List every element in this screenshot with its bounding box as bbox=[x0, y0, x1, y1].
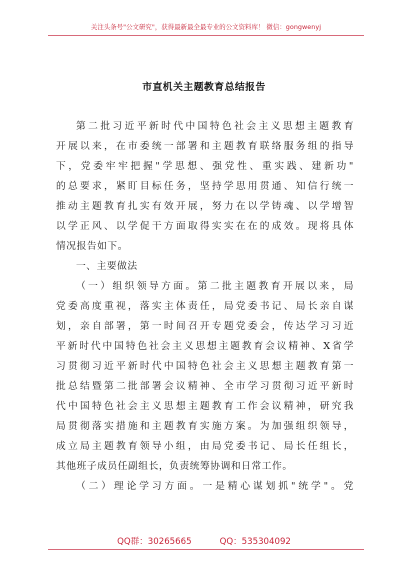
body-line: 以学正风、以学促干方面取得实实在在的成效。现将具体 bbox=[56, 221, 354, 232]
document-title: 市直机关主题教育总结报告 bbox=[142, 82, 266, 93]
body-line: 情况报告如下。 bbox=[56, 241, 129, 252]
body-line: 局贯彻落实措施和主题教育实施方案。为加强组织领导， bbox=[56, 421, 354, 432]
header-divider bbox=[48, 35, 364, 36]
section-heading: 一、主要做法 bbox=[76, 261, 138, 272]
body-line: 党委高度重视，落实主体责任，局党委书记、局长亲自谋 bbox=[56, 301, 354, 312]
body-line: 下，党委牢牢把握"学思想、强党性、重实践、建新功" bbox=[56, 161, 354, 172]
header-banner: 关注头条号"公文研究"，获得最新最全最专业的公文资料库！ 微信：gongwenyj bbox=[90, 23, 322, 31]
body-line: 批总结暨第二批部署会议精神、全市学习贯彻习近平新时 bbox=[56, 381, 354, 392]
body-line: 开展以来，在市委统一部署和主题教育联络服务组的指导 bbox=[56, 141, 354, 152]
body-line: 习贯彻习近平新时代中国特色社会主义思想主题教育第一 bbox=[56, 361, 354, 372]
body-line: 代中国特色社会主义思想主题教育工作会议精神，研究我 bbox=[56, 401, 354, 412]
body-line: 划，亲自部署，第一时间召开专题党委会，传达学习习近 bbox=[56, 321, 354, 332]
body-line: 其他班子成员任副组长，负责统筹协调和日常工作。 bbox=[56, 461, 293, 472]
body-line: 第二批习近平新时代中国特色社会主义思想主题教育 bbox=[76, 121, 354, 132]
footer-qq: QQ：535304092 bbox=[219, 537, 291, 547]
footer-contact bbox=[0, 535, 408, 547]
footer-divider bbox=[48, 549, 364, 550]
body-line: （一）组织领导方面。第二批主题教育开展以来，局 bbox=[76, 281, 354, 292]
body-line: （二）理论学习方面。一是精心谋划抓"统学"。党 bbox=[76, 481, 354, 492]
body-line: 的总要求，紧盯目标任务，坚持学思用贯通、知信行统一 bbox=[56, 181, 354, 192]
body-line: 成立局主题教育领导小组，由局党委书记、局长任组长， bbox=[56, 441, 354, 452]
body-line: 推动主题教育扎实有效开展，努力在以学铸魂、以学增智 bbox=[56, 201, 354, 212]
footer-qq-group: QQ群：30265665 bbox=[117, 537, 192, 547]
body-line: 平新时代中国特色社会主义思想主题教育会议精神、X省学 bbox=[56, 341, 354, 352]
